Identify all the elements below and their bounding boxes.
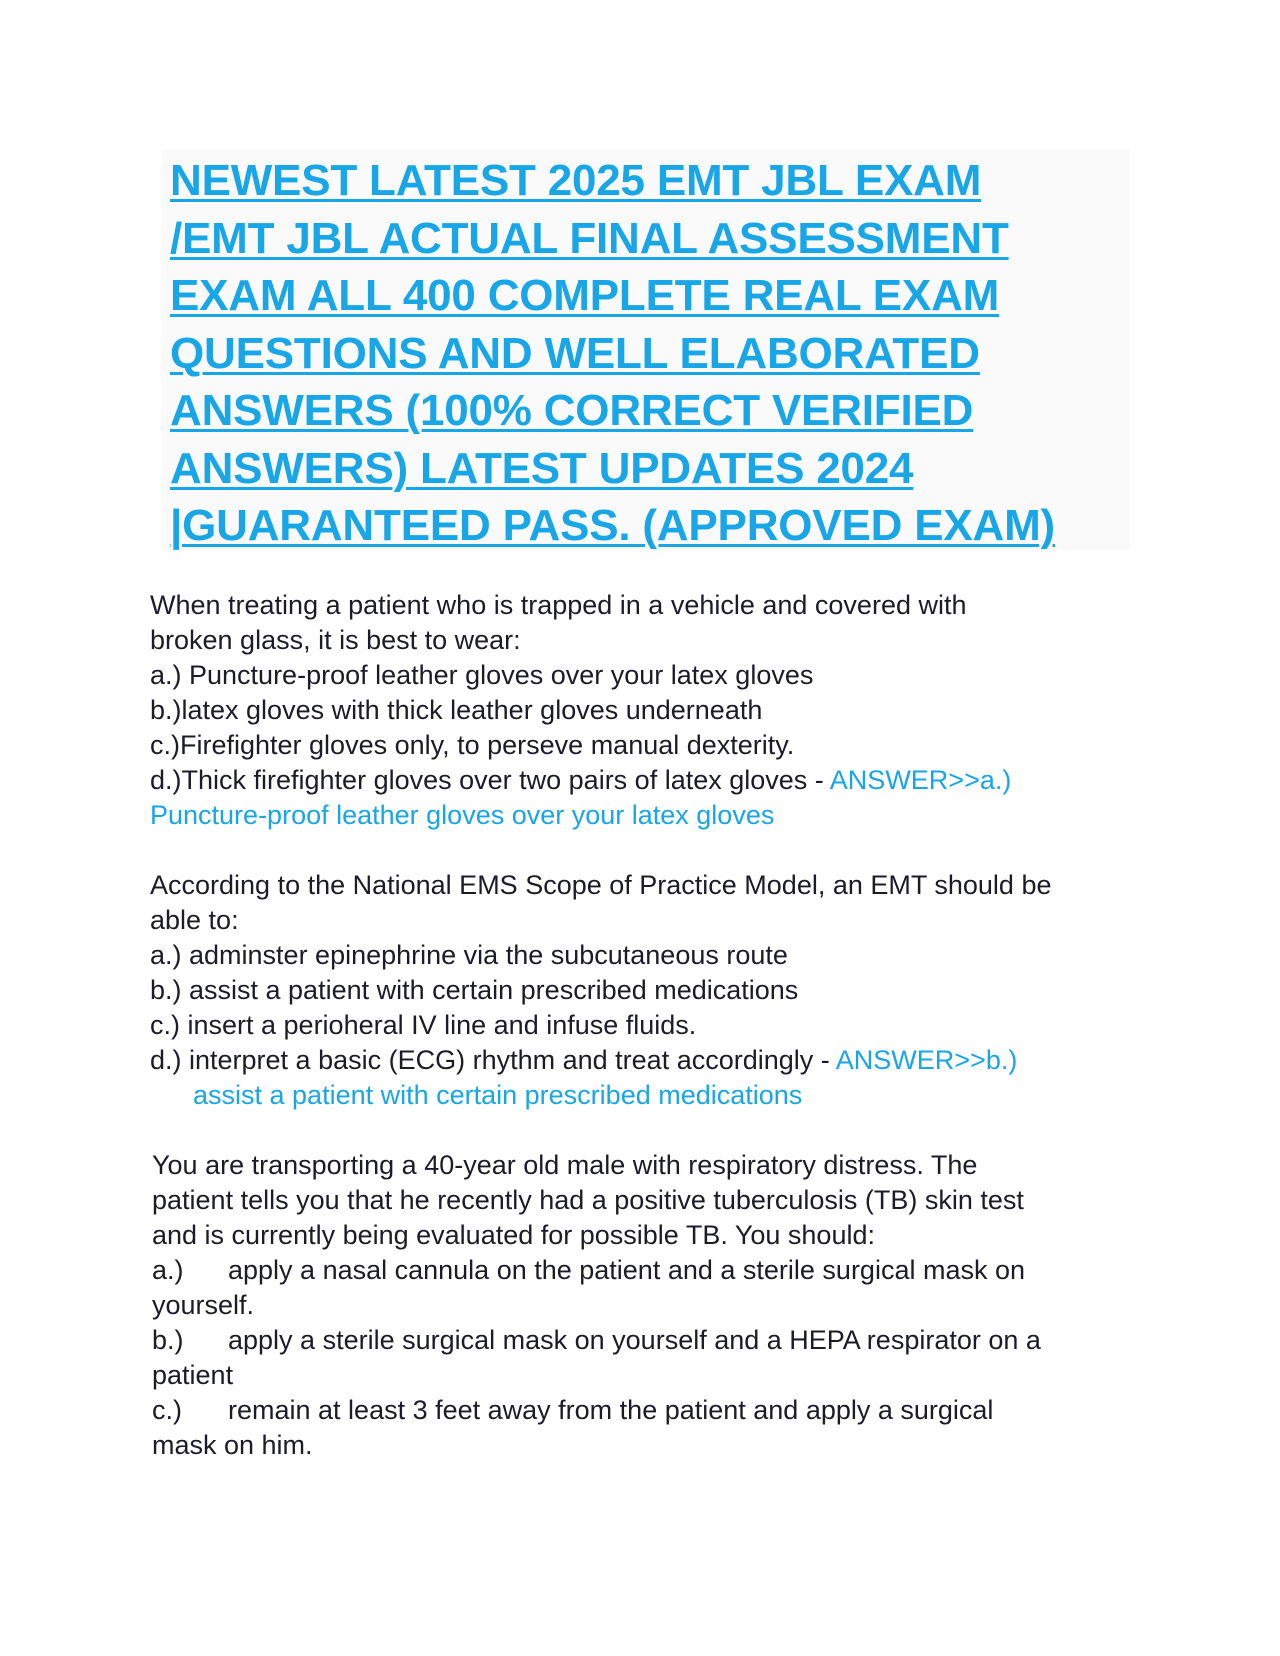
option-b-label: b.): [152, 1325, 184, 1355]
document-title[interactable]: [170, 152, 1120, 555]
title-line[interactable]: ANSWERS) LATEST UPDATES 2024: [170, 443, 914, 493]
question-stem-line: able to:: [150, 905, 239, 935]
option-b-text: apply a sterile surgical mask on yourself and a HEPA respirator on a: [228, 1325, 1041, 1355]
option-d: [150, 1043, 1150, 1078]
title-line[interactable]: /EMT JBL ACTUAL FINAL ASSESSMENT: [170, 213, 1009, 263]
question-stem-line: When treating a patient who is trapped in a vehicle and covered with: [150, 590, 967, 620]
option-c: c.) insert a perioheral IV line and infuse fluids.: [150, 1010, 697, 1040]
option-a-continued: yourself.: [152, 1290, 255, 1320]
option-c-text: remain at least 3 feet away from the patient and apply a surgical: [228, 1395, 994, 1425]
option-c: [150, 1393, 1150, 1428]
title-line[interactable]: EXAM ALL 400 COMPLETE REAL EXAM: [170, 271, 1000, 320]
question-stem-line: You are transporting a 40-year old male with respiratory distress. The: [152, 1150, 978, 1180]
option-a: a.) Puncture-proof leather gloves over your latex gloves: [150, 660, 814, 690]
spacer: [150, 1113, 1150, 1148]
option-c-label: c.): [152, 1395, 182, 1425]
option-d: [150, 763, 1150, 798]
spacer: [150, 833, 1150, 868]
title-line[interactable]: |GUARANTEED PASS. (APPROVED EXAM): [170, 501, 1055, 550]
question-2: [150, 868, 1150, 1113]
question-stem-line: and is currently being evaluated for possible TB. You should:: [152, 1220, 875, 1250]
option-a: a.) adminster epinephrine via the subcutaneous route: [150, 940, 788, 970]
option-c: c.)Firefighter gloves only, to perseve manual dexterity.: [150, 730, 795, 760]
option-b: b.) assist a patient with certain prescribed medications: [150, 975, 799, 1005]
option-b-continued: patient: [152, 1360, 234, 1390]
option-a-text: apply a nasal cannula on the patient and a sterile surgical mask on: [228, 1255, 1026, 1285]
answer-text: assist a patient with certain prescribed medications: [193, 1080, 803, 1110]
answer-label: ANSWER>>a.): [829, 765, 1012, 795]
question-1: [150, 588, 1150, 833]
title-line[interactable]: ANSWERS (100% CORRECT VERIFIED: [170, 386, 974, 435]
option-d-text: d.) interpret a basic (ECG) rhythm and treat accordingly -: [150, 1045, 836, 1075]
answer-text: Puncture-proof leather gloves over your latex gloves: [150, 800, 775, 830]
question-stem-line: patient tells you that he recently had a positive tuberculosis (TB) skin test: [152, 1185, 1024, 1215]
option-c-continued: mask on him.: [152, 1430, 313, 1460]
question-3: [150, 1148, 1150, 1463]
option-d-text: d.)Thick firefighter gloves over two pairs of latex gloves -: [150, 765, 830, 795]
answer-label: ANSWER>>b.): [835, 1045, 1018, 1075]
question-stem-line: According to the National EMS Scope of Practice Model, an EMT should be: [150, 870, 1052, 900]
title-line[interactable]: NEWEST LATEST 2025 EMT JBL EXAM: [170, 156, 982, 205]
document-body: [150, 588, 1150, 1463]
option-b: [150, 1323, 1150, 1358]
question-stem-line: broken glass, it is best to wear:: [150, 625, 521, 655]
option-a-label: a.): [152, 1255, 184, 1285]
title-line[interactable]: QUESTIONS AND WELL ELABORATED: [170, 328, 980, 378]
option-a: [150, 1253, 1150, 1288]
option-b: b.)latex gloves with thick leather gloves underneath: [150, 695, 763, 725]
